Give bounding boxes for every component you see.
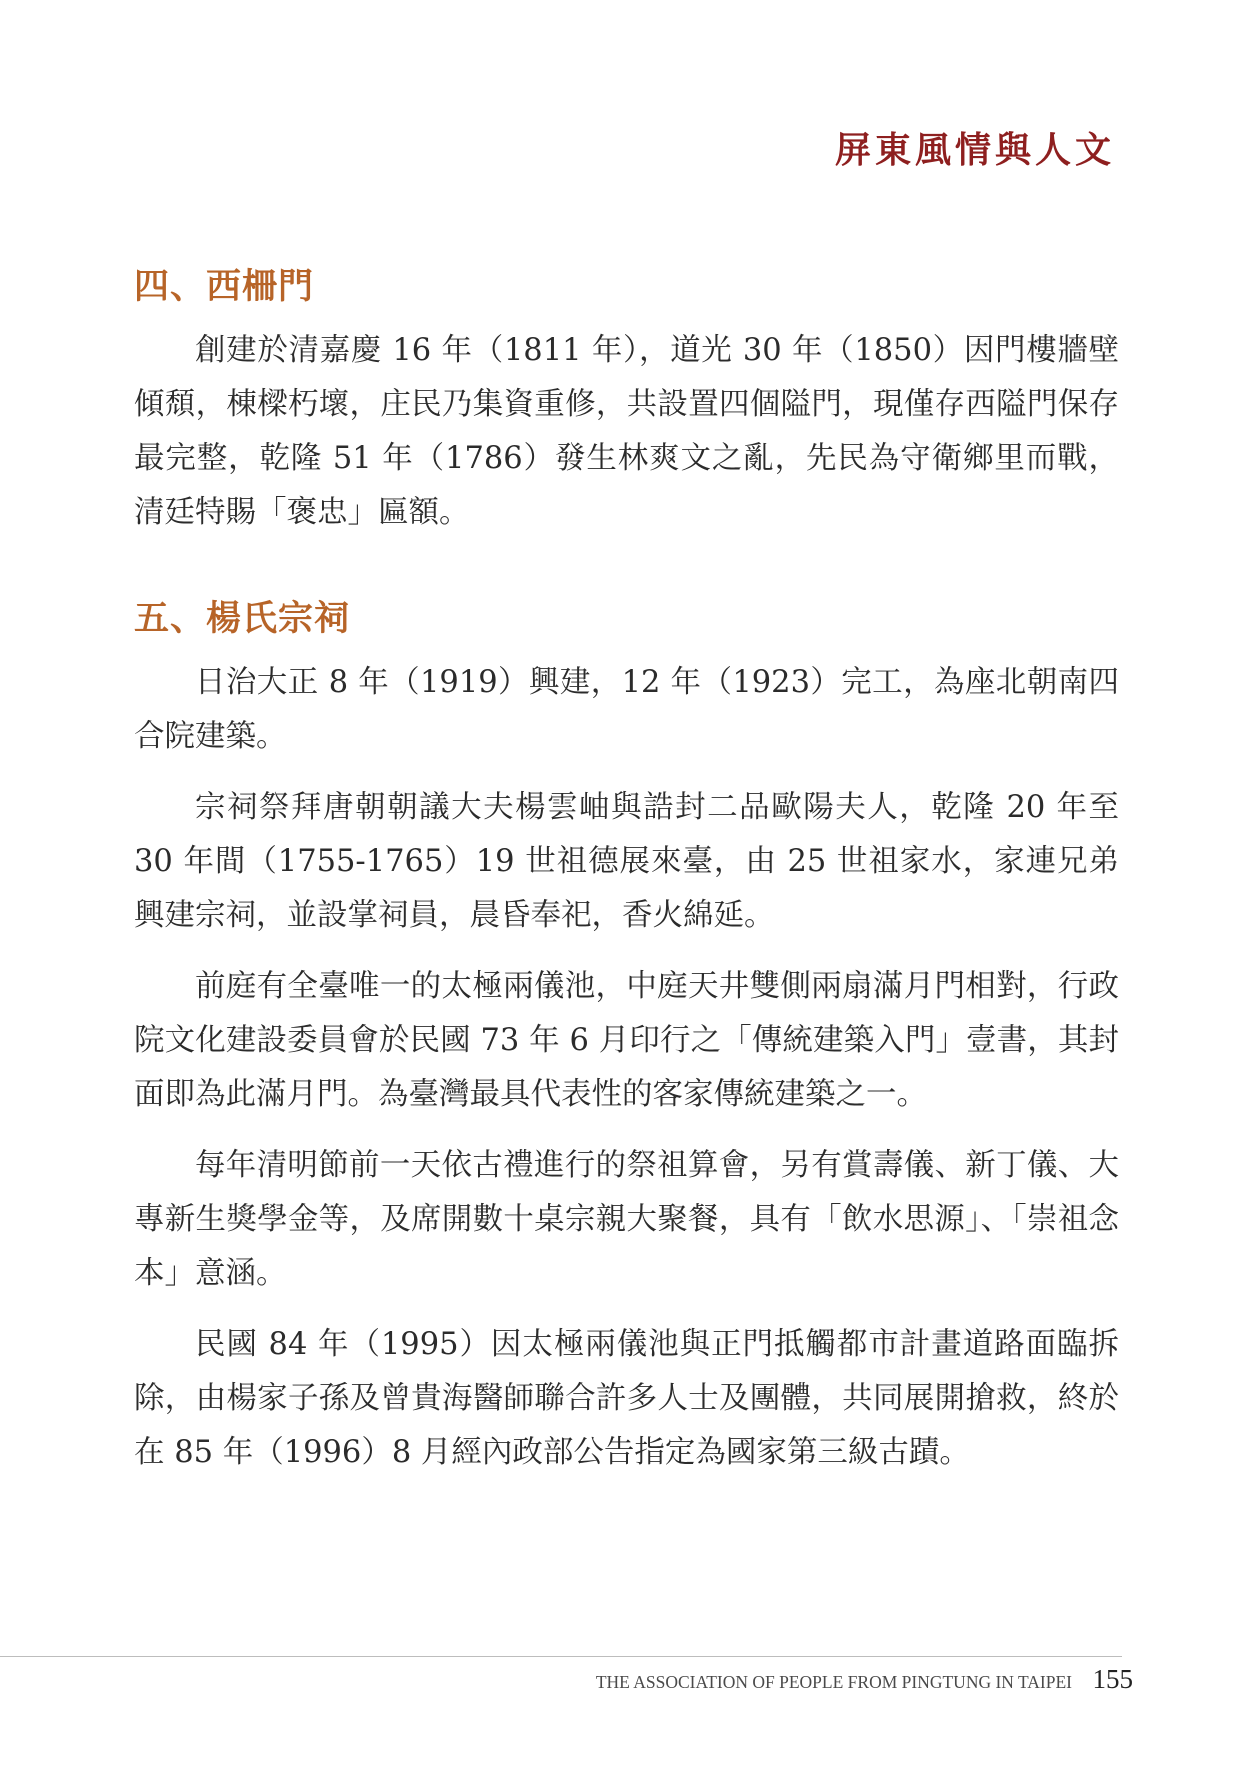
footer-divider [0, 1656, 1122, 1657]
paragraph: 創建於清嘉慶 16 年（1811 年），道光 30 年（1850）因門樓牆壁傾頹，棟樑朽壞，庄民乃集資重修，共設置四個隘門，現僅存西隘門保存最完整，乾隆 51 年（1786）發生林爽文之亂，先民為守衛鄉里而戰，清廷特賜「褒忠」匾額。 [134, 333, 1119, 530]
page-number: 155 [1092, 1664, 1133, 1694]
section-heading-yang-ancestral-hall: 五、楊氏宗祠 [134, 599, 351, 639]
running-header: 屏東風情與人文 [834, 129, 1115, 171]
paragraph: 民國 84 年（1995）因太極兩儀池與正門抵觸都市計畫道路面臨拆除，由楊家子孫及曾貴海醫師聯合許多人士及團體，共同展開搶救，終於在 85 年（1996）8 月經內政部公告指定為國家第三級古蹟。 [134, 1327, 1119, 1470]
paragraph: 每年清明節前一天依古禮進行的祭祖算會，另有賞壽儀、新丁儀、大專新生獎學金等，及席開數十桌宗親大聚餐，具有「飲水思源」、「崇祖念本」意涵。 [134, 1148, 1119, 1291]
footer-association-name: THE ASSOCIATION OF PEOPLE FROM PINGTUNG IN TAIPEI [595, 1672, 1072, 1692]
paragraph: 日治大正 8 年（1919）興建，12 年（1923）完工，為座北朝南四合院建築。 [134, 665, 1119, 754]
paragraph: 前庭有全臺唯一的太極兩儀池，中庭天井雙側兩扇滿月門相對，行政院文化建設委員會於民國 73 年 6 月印行之「傳統建築入門」壹書，其封面即為此滿月門。為臺灣最具代表性的客家傳統建築之一。 [134, 969, 1119, 1112]
section-heading-west-gate: 四、西柵門 [134, 267, 315, 307]
paragraph: 宗祠祭拜唐朝朝議大夫楊雲岫與誥封二品歐陽夫人，乾隆 20 年至 30 年間（1755-1765）19 世祖德展來臺，由 25 世祖家水，家連兄弟興建宗祠，並設掌祠員，晨昏奉祀，香火綿延。 [134, 790, 1119, 933]
page-content [134, 262, 1119, 1497]
